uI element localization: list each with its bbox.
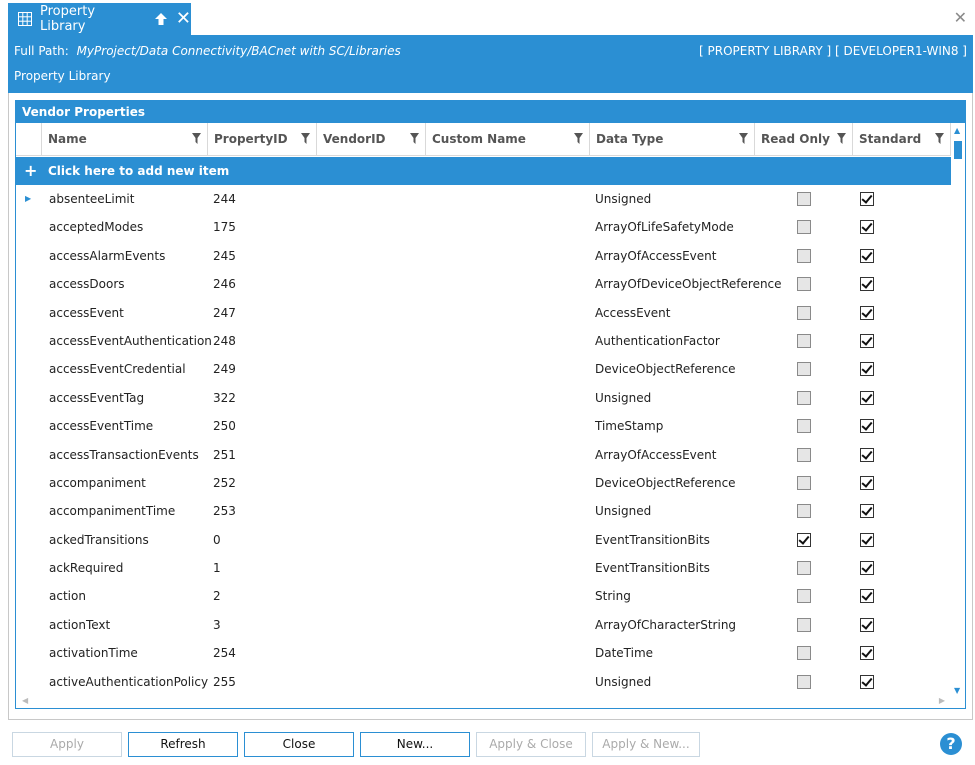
column-label: PropertyID <box>214 132 288 146</box>
cell-data-type[interactable]: Unsigned <box>595 504 652 519</box>
standard-checkbox[interactable] <box>860 220 874 234</box>
vertical-scrollbar[interactable] <box>951 123 965 695</box>
read-only-checkbox[interactable] <box>797 334 811 348</box>
table-row[interactable] <box>16 270 951 298</box>
cell-name[interactable]: action <box>49 589 86 604</box>
column-label: Data Type <box>596 132 664 146</box>
scroll-left-icon[interactable]: ◀ <box>22 696 29 705</box>
read-only-checkbox[interactable] <box>797 306 811 320</box>
table-row[interactable] <box>16 299 951 327</box>
apply-new-button[interactable]: Apply & New... <box>592 732 700 757</box>
grid-icon <box>18 12 32 26</box>
read-only-checkbox[interactable] <box>797 391 811 405</box>
read-only-checkbox[interactable] <box>797 362 811 376</box>
standard-checkbox[interactable] <box>860 306 874 320</box>
filter-icon[interactable] <box>935 133 944 144</box>
standard-checkbox[interactable] <box>860 448 874 462</box>
filter-icon[interactable] <box>574 133 583 144</box>
full-path-label: Full Path: <box>14 44 69 58</box>
cell-name[interactable]: ackedTransitions <box>49 532 149 547</box>
column-header-custom-name[interactable] <box>426 123 590 156</box>
filter-icon[interactable] <box>837 133 846 144</box>
read-only-checkbox[interactable] <box>797 249 811 263</box>
cell-propertyid[interactable]: 252 <box>213 475 236 490</box>
cell-name[interactable]: accessEventTag <box>49 390 145 405</box>
read-only-checkbox[interactable] <box>797 476 811 490</box>
standard-checkbox[interactable] <box>860 334 874 348</box>
cell-data-type[interactable]: ArrayOfAccessEvent <box>595 447 717 462</box>
full-path <box>14 44 401 58</box>
table-row[interactable] <box>16 554 951 582</box>
standard-checkbox[interactable] <box>860 362 874 376</box>
table-row[interactable] <box>16 213 951 241</box>
cell-name[interactable]: absenteeLimit <box>49 192 135 206</box>
filter-icon[interactable] <box>410 133 419 144</box>
cell-data-type[interactable]: ArrayOfCharacterString <box>595 617 737 632</box>
filter-icon[interactable] <box>301 133 310 144</box>
cell-data-type[interactable]: DateTime <box>595 646 654 661</box>
read-only-checkbox[interactable] <box>797 561 811 575</box>
column-header-name[interactable] <box>42 123 208 156</box>
standard-checkbox[interactable] <box>860 476 874 490</box>
read-only-checkbox[interactable] <box>797 419 811 433</box>
table-row[interactable] <box>16 668 951 696</box>
cell-propertyid[interactable]: 322 <box>213 390 236 405</box>
cell-propertyid[interactable]: 175 <box>213 220 236 235</box>
pin-icon[interactable] <box>154 12 168 26</box>
cell-propertyid[interactable]: 250 <box>213 419 236 434</box>
page-title: Property Library <box>14 69 111 83</box>
close-tab-icon[interactable]: ✕ <box>175 8 191 29</box>
cell-name[interactable]: accessEvent <box>49 305 124 320</box>
property-grid <box>16 123 965 709</box>
cell-propertyid[interactable]: 249 <box>213 362 236 377</box>
column-header-data-type[interactable] <box>590 123 755 156</box>
table-row[interactable] <box>16 185 951 213</box>
table-row[interactable] <box>16 242 951 270</box>
add-new-item-row[interactable] <box>16 157 951 185</box>
column-label: VendorID <box>323 132 386 146</box>
cell-propertyid[interactable]: 1 <box>213 561 221 576</box>
cell-name[interactable]: actionText <box>49 617 111 632</box>
read-only-checkbox[interactable] <box>797 646 811 660</box>
table-row[interactable] <box>16 384 951 412</box>
standard-checkbox[interactable] <box>860 533 874 547</box>
cell-propertyid[interactable]: 255 <box>213 674 236 689</box>
tab-bar <box>0 0 975 35</box>
standard-checkbox[interactable] <box>860 561 874 575</box>
standard-checkbox[interactable] <box>860 419 874 433</box>
read-only-checkbox[interactable] <box>797 504 811 518</box>
add-new-item-label: Click here to add new item <box>48 164 230 178</box>
read-only-checkbox[interactable] <box>797 220 811 234</box>
cell-propertyid[interactable]: 245 <box>213 248 236 263</box>
standard-checkbox[interactable] <box>860 391 874 405</box>
tab-title: Property Library <box>40 4 96 34</box>
cell-propertyid[interactable]: 248 <box>213 333 236 348</box>
cell-name[interactable]: accompaniment <box>49 475 146 490</box>
cell-name[interactable]: activeAuthenticationPolicy <box>49 674 209 689</box>
standard-checkbox[interactable] <box>860 675 874 689</box>
column-header-row <box>16 123 951 156</box>
cell-propertyid[interactable]: 253 <box>213 504 236 519</box>
read-only-checkbox[interactable] <box>797 589 811 603</box>
standard-checkbox[interactable] <box>860 192 874 206</box>
standard-checkbox[interactable] <box>860 277 874 291</box>
standard-checkbox[interactable] <box>860 249 874 263</box>
cell-data-type[interactable]: ArrayOfLifeSafetyMode <box>595 220 734 235</box>
read-only-checkbox[interactable] <box>797 192 811 206</box>
cell-data-type[interactable]: AccessEvent <box>595 305 671 320</box>
refresh-button[interactable]: Refresh <box>128 732 238 757</box>
cell-propertyid[interactable]: 0 <box>213 532 221 547</box>
new-button[interactable]: New... <box>360 732 470 757</box>
cell-data-type[interactable]: String <box>595 589 631 604</box>
table-row[interactable] <box>16 497 951 525</box>
apply-close-button[interactable]: Apply & Close <box>476 732 586 757</box>
cell-data-type[interactable]: ArrayOfAccessEvent <box>595 248 717 263</box>
cell-name[interactable]: accompanimentTime <box>49 504 176 519</box>
cell-data-type[interactable]: Unsigned <box>595 192 652 206</box>
cell-data-type[interactable]: EventTransitionBits <box>595 561 710 576</box>
cell-name[interactable]: accessTransactionEvents <box>49 447 199 462</box>
scroll-up-icon[interactable]: ▲ <box>954 126 961 135</box>
cell-data-type[interactable]: ArrayOfDeviceObjectReference <box>595 277 782 292</box>
column-header-propertyid[interactable] <box>208 123 317 156</box>
grid-rows <box>16 185 951 696</box>
full-path-value: MyProject/Data Connectivity/BACnet with SC/Libraries <box>76 44 401 58</box>
cell-name[interactable]: ackRequired <box>49 561 124 576</box>
header <box>8 35 973 93</box>
cell-name[interactable]: acceptedModes <box>49 220 144 235</box>
cell-name[interactable]: accessEventAuthentication <box>49 333 212 348</box>
read-only-checkbox[interactable] <box>797 618 811 632</box>
cell-name[interactable]: accessAlarmEvents <box>49 248 166 263</box>
tab-property-library[interactable] <box>8 3 191 35</box>
column-label: Custom Name <box>432 132 526 146</box>
standard-checkbox[interactable] <box>860 646 874 660</box>
cell-data-type[interactable]: Unsigned <box>595 674 652 689</box>
cell-propertyid[interactable]: 3 <box>213 617 221 632</box>
cell-data-type[interactable]: DeviceObjectReference <box>595 475 736 490</box>
standard-checkbox[interactable] <box>860 504 874 518</box>
table-row[interactable] <box>16 611 951 639</box>
column-label: Standard <box>859 132 922 146</box>
read-only-checkbox[interactable] <box>797 277 811 291</box>
cell-data-type[interactable]: EventTransitionBits <box>595 532 710 547</box>
table-row[interactable] <box>16 327 951 355</box>
table-row[interactable] <box>16 526 951 554</box>
table-row[interactable] <box>16 639 951 667</box>
cell-name[interactable]: accessEventCredential <box>49 362 186 377</box>
help-icon[interactable]: ? <box>940 733 962 755</box>
close-button[interactable]: Close <box>244 732 354 757</box>
main-panel <box>8 93 973 720</box>
read-only-checkbox[interactable] <box>797 675 811 689</box>
table-row[interactable] <box>16 412 951 440</box>
cell-propertyid[interactable]: 247 <box>213 305 236 320</box>
cell-propertyid[interactable]: 254 <box>213 646 236 661</box>
cell-propertyid[interactable]: 244 <box>213 192 236 206</box>
scrollbar-thumb[interactable] <box>954 141 962 159</box>
filter-icon[interactable] <box>192 133 201 144</box>
context-breadcrumb: [ PROPERTY LIBRARY ] [ DEVELOPER1-WIN8 ] <box>699 44 967 58</box>
table-row[interactable] <box>16 469 951 497</box>
scroll-right-icon[interactable]: ▶ <box>938 696 945 705</box>
column-label: Read Only <box>761 132 830 146</box>
vendor-properties-panel <box>15 100 966 709</box>
cell-data-type[interactable]: AuthenticationFactor <box>595 333 720 348</box>
scroll-down-icon[interactable]: ▼ <box>954 686 961 695</box>
horizontal-scrollbar[interactable] <box>16 695 951 709</box>
apply-button[interactable]: Apply <box>12 732 122 757</box>
plus-icon: + <box>24 161 38 180</box>
cell-name[interactable]: accessDoors <box>49 277 125 292</box>
footer <box>0 722 975 765</box>
table-row[interactable] <box>16 582 951 610</box>
read-only-checkbox[interactable] <box>797 533 811 547</box>
standard-checkbox[interactable] <box>860 618 874 632</box>
column-header-read-only[interactable] <box>755 123 853 156</box>
row-indicator-header <box>16 123 42 156</box>
current-row-icon: ▶ <box>25 194 32 203</box>
cell-name[interactable]: activationTime <box>49 646 138 661</box>
column-header-vendorid[interactable] <box>317 123 426 156</box>
read-only-checkbox[interactable] <box>797 448 811 462</box>
cell-propertyid[interactable]: 2 <box>213 589 221 604</box>
standard-checkbox[interactable] <box>860 589 874 603</box>
table-row[interactable] <box>16 355 951 383</box>
table-row[interactable] <box>16 441 951 469</box>
cell-data-type[interactable]: DeviceObjectReference <box>595 362 736 377</box>
filter-icon[interactable] <box>739 133 748 144</box>
cell-propertyid[interactable]: 246 <box>213 277 236 292</box>
cell-propertyid[interactable]: 251 <box>213 447 236 462</box>
column-label: Name <box>48 132 87 146</box>
cell-name[interactable]: accessEventTime <box>49 419 154 434</box>
panel-title: Vendor Properties <box>16 101 965 123</box>
cell-data-type[interactable]: TimeStamp <box>595 419 664 434</box>
column-header-standard[interactable] <box>853 123 951 156</box>
cell-data-type[interactable]: Unsigned <box>595 390 652 405</box>
close-window-icon[interactable]: ✕ <box>953 8 967 27</box>
